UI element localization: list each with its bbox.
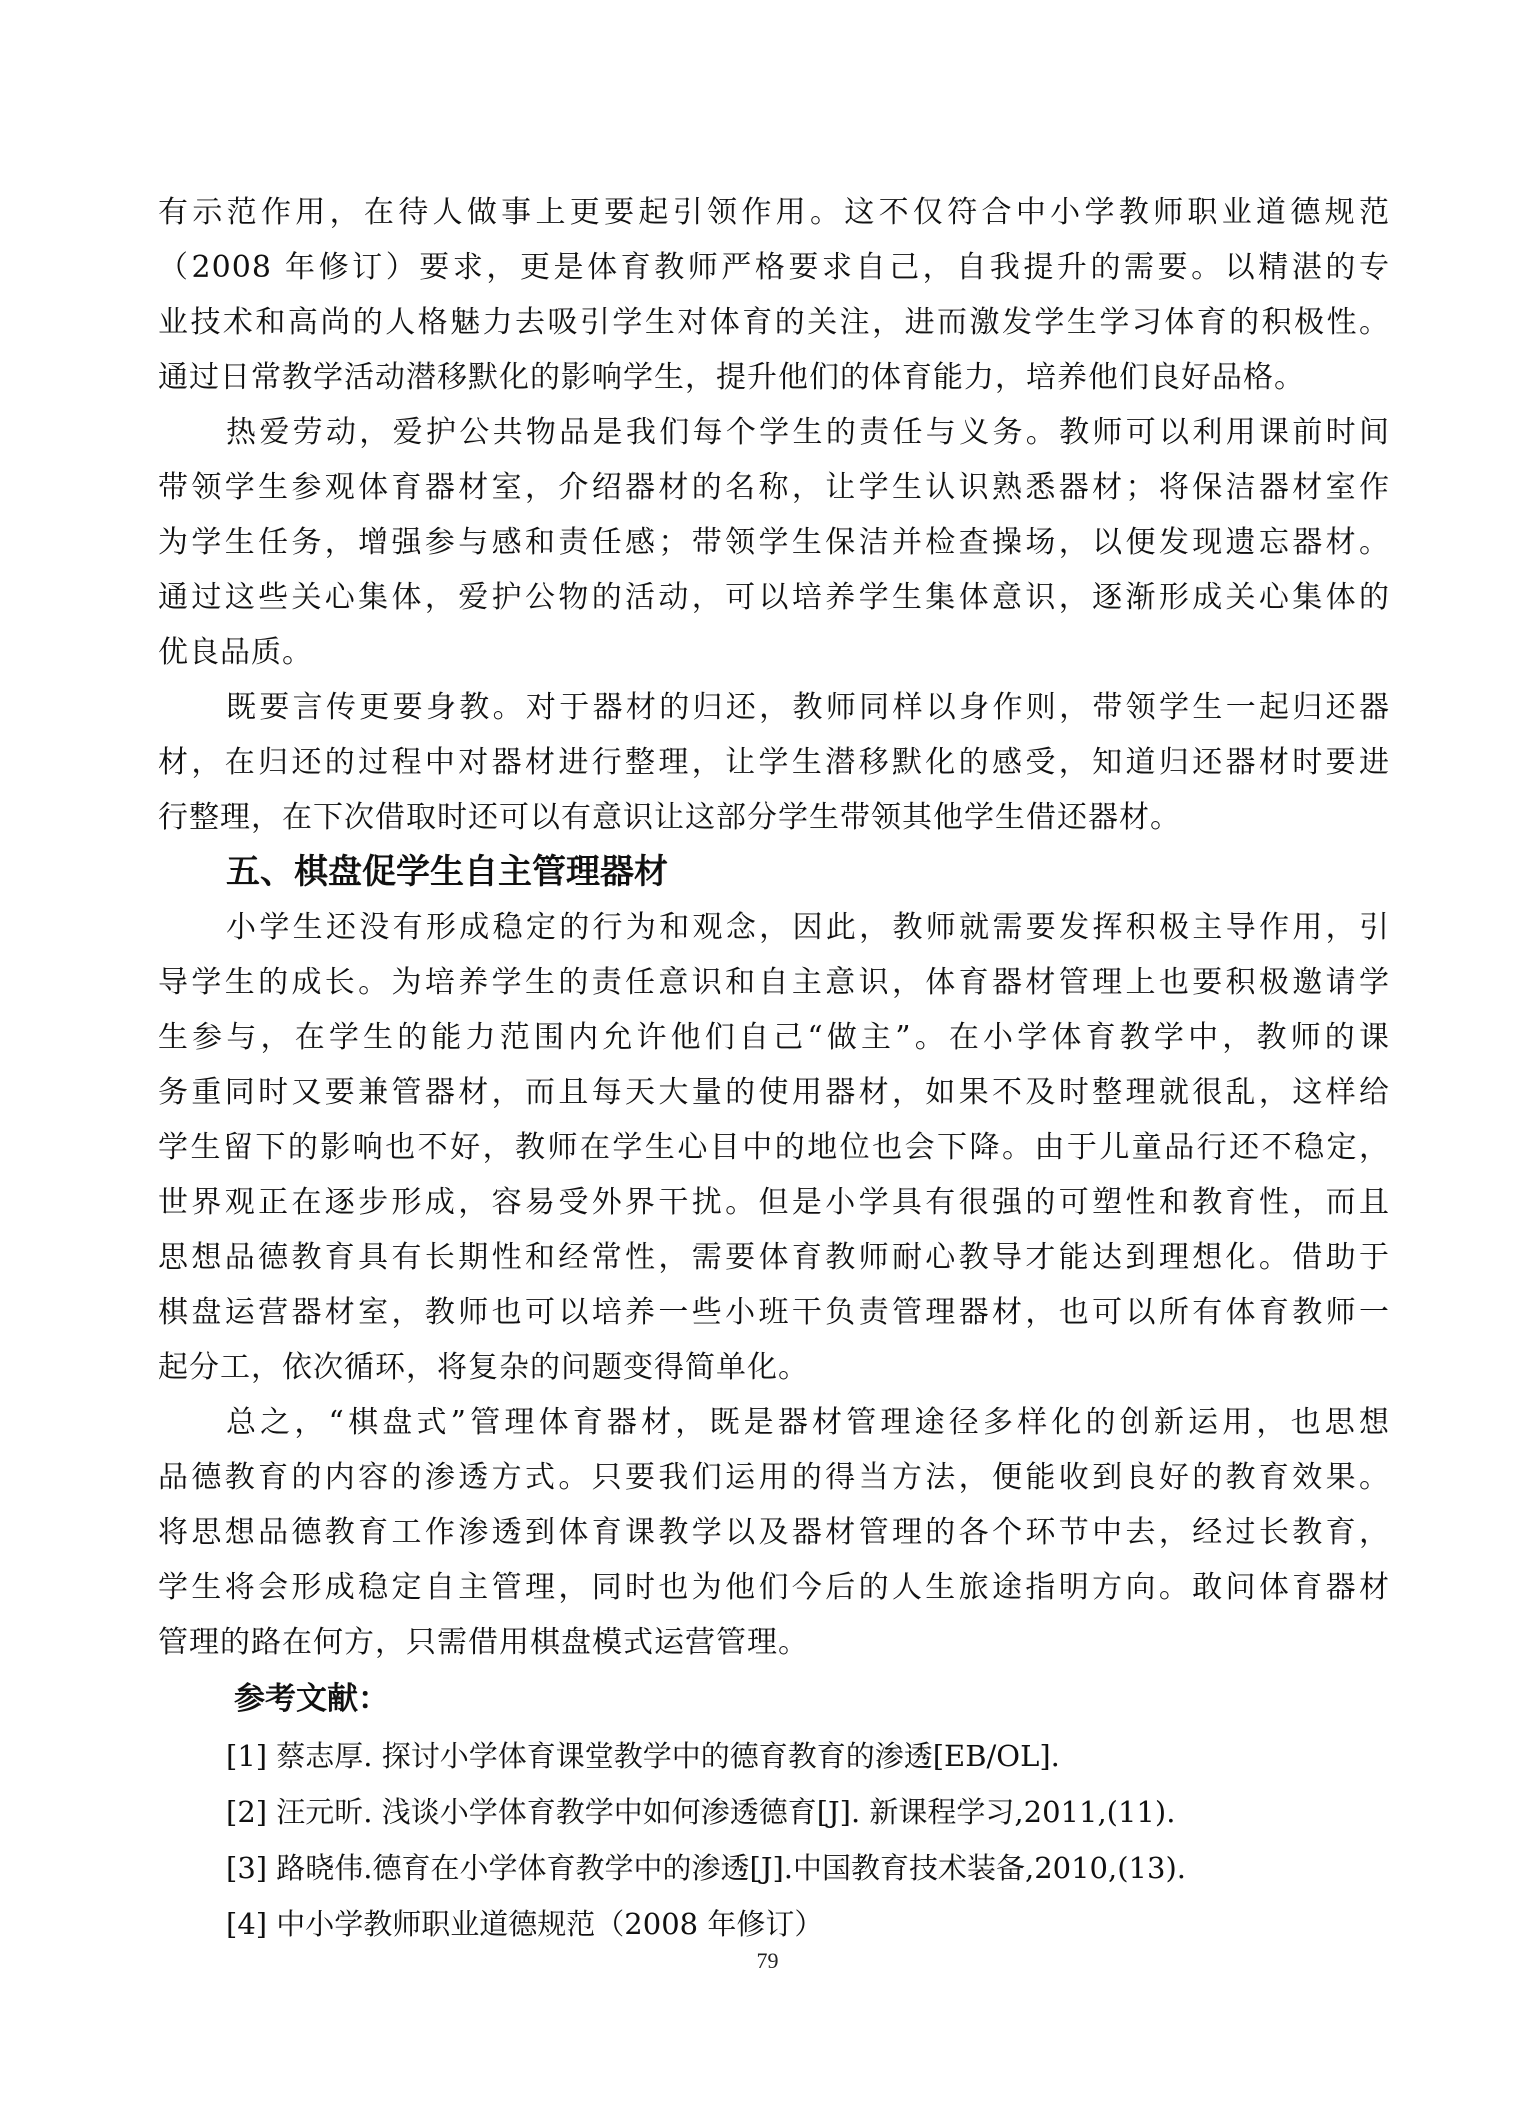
paragraph-example [158,680,1390,845]
reference-item: [4] 中小学教师职业道德规范（2008 年修订） [226,1907,824,1941]
text-line: 生参与，在学生的能力范围内允许他们自己“做主”。在小学体育教学中，教师的课 [158,1020,1390,1055]
text-line: 有示范作用，在待人做事上更要起引领作用。这不仅符合中小学教师职业道德规范 [158,195,1390,230]
text-line: 起分工，依次循环，将复杂的问题变得简单化。 [158,1350,809,1385]
text-line: 通过这些关心集体，爱护公物的活动，可以培养学生集体意识，逐渐形成关心集体的 [158,580,1390,615]
text-line: 世界观正在逐步形成，容易受外界干扰。但是小学具有很强的可塑性和教育性，而且 [158,1185,1390,1220]
paragraph-conclusion [158,1395,1390,1670]
text-line: 材，在归还的过程中对器材进行整理，让学生潜移默化的感受，知道归还器材时要进 [158,745,1390,780]
reference-item: [3] 路晓伟.德育在小学体育教学中的渗透[J].中国教育技术装备,2010,(13). [226,1851,1186,1885]
text-line: 既要言传更要身教。对于器材的归还，教师同样以身作则，带领学生一起归还器 [226,690,1390,725]
text-line: 优良品质。 [158,635,313,670]
text-line: 带领学生参观体育器材室，介绍器材的名称，让学生认识熟悉器材；将保洁器材室作 [158,470,1390,505]
text-line: 热爱劳动，爱护公共物品是我们每个学生的责任与义务。教师可以利用课前时间 [226,415,1390,450]
paragraph-labor [158,405,1390,680]
text-line: 通过日常教学活动潜移默化的影响学生，提升他们的体育能力，培养他们良好品格。 [158,360,1305,395]
references-heading: 参考文献： [234,1681,389,1717]
text-line: （2008 年修订）要求，更是体育教师严格要求自己，自我提升的需要。以精湛的专 [158,250,1390,285]
page-number: 79 [756,1948,779,1973]
body-column [158,185,1390,1952]
text-line: 学生将会形成稳定自主管理，同时也为他们今后的人生旅途指明方向。敢问体育器材 [158,1570,1390,1605]
reference-item: [1] 蔡志厚. 探讨小学体育课堂教学中的德育教育的渗透[EB/OL]. [226,1739,1060,1773]
text-line: 务重同时又要兼管器材，而且每天大量的使用器材，如果不及时整理就很乱，这样给 [158,1075,1390,1110]
text-line: 管理的路在何方，只需借用棋盘模式运营管理。 [158,1625,809,1660]
text-line: 业技术和高尚的人格魅力去吸引学生对体育的关注，进而激发学生学习体育的积极性。 [158,305,1390,340]
text-line: 品德教育的内容的渗透方式。只要我们运用的得当方法，便能收到良好的教育效果。 [158,1460,1390,1495]
reference-item: [2] 汪元昕. 浅谈小学体育教学中如何渗透德育[J]. 新课程学习,2011,(11). [226,1795,1176,1829]
reference-list [158,1728,1390,1952]
text-line: 小学生还没有形成稳定的行为和观念，因此，教师就需要发挥积极主导作用，引 [226,910,1390,945]
text-line: 行整理，在下次借取时还可以有意识让这部分学生带领其他学生借还器材。 [158,800,1181,835]
text-line: 思想品德教育具有长期性和经常性，需要体育教师耐心教导才能达到理想化。借助于 [158,1240,1390,1275]
text-line: 棋盘运营器材室，教师也可以培养一些小班干负责管理器材，也可以所有体育教师一 [158,1295,1390,1330]
text-line: 为学生任务，增强参与感和责任感；带领学生保洁并检查操场，以便发现遗忘器材。 [158,525,1390,560]
text-line: 总之，“棋盘式”管理体育器材，既是器材管理途径多样化的创新运用，也思想 [226,1405,1390,1440]
paragraph-self-management [158,900,1390,1395]
text-line: 导学生的成长。为培养学生的责任意识和自主意识，体育器材管理上也要积极邀请学 [158,965,1390,1000]
paragraph-continuation [158,185,1390,405]
text-line: 将思想品德教育工作渗透到体育课教学以及器材管理的各个环节中去，经过长教育， [158,1515,1390,1550]
section-heading: 五、棋盘促学生自主管理器材 [226,852,668,892]
text-line: 学生留下的影响也不好，教师在学生心目中的地位也会下降。由于儿童品行还不稳定， [158,1130,1390,1165]
